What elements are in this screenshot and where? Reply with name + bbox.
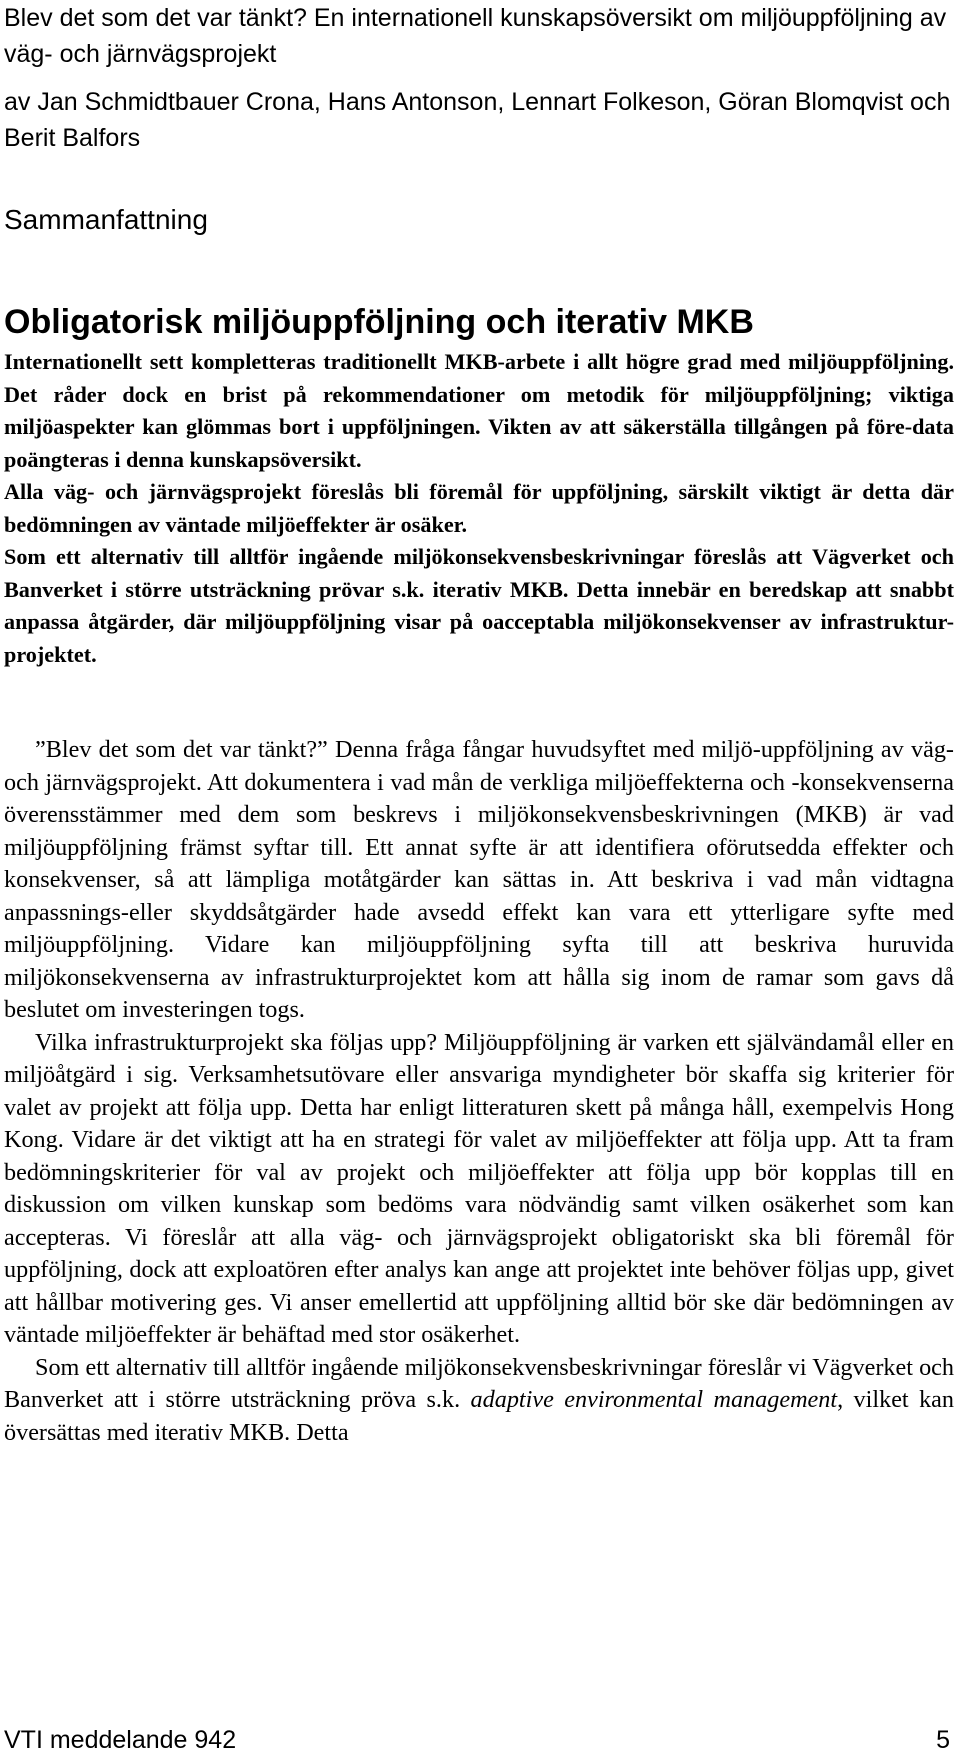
body-text [4,734,954,1449]
body-paragraph: Vilka infrastrukturprojekt ska följas upp? Miljöuppföljning är varken ett självändamål eller en miljöåtgärd i sig. Verksamhetsutövare eller ansvariga myndigheter bör skaffa sig kriterier för valet av projekt att följa upp. Detta har enligt litteraturen skett på många håll, exempelvis Hong Kong. Vidare är det viktigt att ha en strategi för valet av miljöeffekter att följa upp. Att ta fram bedömningskriterier för val av projekt och miljöeffekter att följa upp bör kopplas till en diskussion om vilken kunskap som bedöms vara nödvändig samt vilken osäkerhet som kan accepteras. Vi föreslår att alla väg- och järnvägsprojekt obligatoriskt ska bli föremål för uppföljning, dock att exploatören efter analys kan ange att projektet inte behöver följas upp, givet att hållbar motivering ges. Vi anser emellertid att uppföljning alltid bör ske där bedömningen av väntade miljöeffekter är behäftad med stor osäkerhet. [4,1028,954,1348]
abstract-paragraph: Alla väg- och järnvägsprojekt föreslås bli föremål för uppföljning, särskilt viktigt är detta där bedömningen av väntade miljöeffekter är osäker. [4,479,954,537]
section-heading: Sammanfattning [4,204,208,235]
italic-term: adaptive environmental management [470,1386,838,1413]
abstract-paragraph: Internationellt sett kompletteras traditionellt MKB-arbete i allt högre grad med miljöuppföljning. Det råder dock en brist på rekommendationer om metodik för miljöuppföljning; viktiga miljöaspekter kan glömmas bort i uppföljningen. Vikten av att säkerställa tillgången på före-data poängteras i denna kunskapsöversikt. [4,349,954,472]
publication-name: VTI meddelande 942 [4,1726,237,1754]
body-paragraph: ”Blev det som det var tänkt?” Denna fråga fångar huvudsyftet med miljö-uppföljning av väg- och järnvägsprojekt. Att dokumentera i vad mån de verkliga miljöeffekterna och -konsekvenserna överensstämmer med dem som beskrevs i miljökonsekvensbeskrivningen (MKB) är vad miljöuppföljning främst syftar till. Ett annat syfte är att identifiera oförutsedda effekter och konsekvenser, så att lämpliga motåtgärder kan sättas in. Att beskriva i vad mån vidtagna anpassnings-eller skyddsåtgärder hade avsedd effekt kan vara ett ytterligare syfte med miljöuppföljning. Vidare kan miljöuppföljning syfta till att beskriva huruvida miljökonsekvenserna av infrastrukturprojektet kom att hålla sig inom de ramar som gavs då beslutet om investeringen togs. [4,736,954,1023]
document-title: Blev det som det var tänkt? En internationell kunskapsöversikt om miljöuppföljning av väg- och järnvägsprojekt [4,4,947,68]
author-list: av Jan Schmidtbauer Crona, Hans Antonson, Lennart Folkeson, Göran Blomqvist och Berit Balfors [4,88,951,152]
body-paragraph-last [4,1352,954,1450]
subsection-heading: Obligatorisk miljöuppföljning och iterativ MKB [4,303,754,341]
abstract-paragraph: Som ett alternativ till alltför ingående miljökonsekvensbeskrivningar föreslås att Vägverket och Banverket i större utsträckning prövar s.k. iterativ MKB. Detta innebär en beredskap att snabbt anpassa åtgärder, där miljöuppföljning visar på oacceptabla miljökonsekvenser av infrastruktur-projektet. [4,544,954,667]
page-number: 5 [936,1726,950,1754]
text-run: , vilket kan översättas med iterativ MKB. Detta [4,1386,954,1446]
text-run: Som ett alternativ till alltför ingående miljökonsekvensbeskrivningar föreslår vi Vägverket och Banverket att i större utsträckning pröva s.k. [4,1353,954,1413]
page-footer [4,1722,950,1758]
abstract [4,346,954,671]
